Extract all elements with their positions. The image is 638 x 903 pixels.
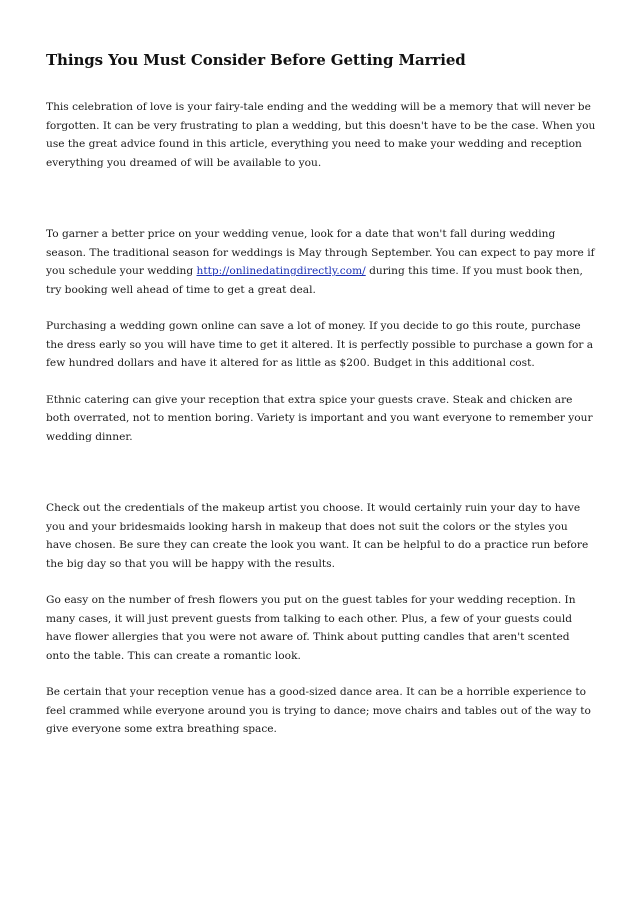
document-body <box>46 48 596 757</box>
paragraph-venue-text-after: during this time. If you must book then, try booking well ahead of time to get a great deal. <box>46 265 583 296</box>
blank-space <box>46 464 596 499</box>
paragraph-gown: Purchasing a wedding gown online can save a lot of money. If you decide to go this route, purchase the dress early so you will have time to get it altered. It is perfectly possible to purchase a gown for a few hundred dollars and have it altered for as little as $200. Budget in this additional cost. <box>46 320 594 369</box>
blank-space <box>46 190 596 225</box>
paragraph-venue <box>46 225 596 299</box>
paragraph-makeup: Check out the credentials of the makeup artist you choose. It would certainly ruin your day to have you and your bridesmaids looking harsh in makeup that does not suit the colors or the styles you have chosen. Be sure they can create the look you want. It can be helpful to do a practice run before the big day so that you will be happy with the results. <box>46 502 589 570</box>
paragraph-venue-text-before: To garner a better price on your wedding venue, look for a date that won't fall during wedding season. The traditional season for weddings is May through September. You can expect to pay more if you schedule your wedding <box>46 228 595 277</box>
page-title: Things You Must Consider Before Getting Married <box>46 51 466 69</box>
paragraph-intro: This celebration of love is your fairy-tale ending and the wedding will be a memory that will never be forgotten. It can be very frustrating to plan a wedding, but this doesn't have to be the case. When you use the great advice found in this article, everything you need to make your wedding and reception everything you dreamed of will be available to you. <box>46 101 596 169</box>
paragraph-flowers: Go easy on the number of fresh flowers you put on the guest tables for your wedding reception. In many cases, it will just prevent guests from talking to each other. Plus, a few of your guests could have flower allergies that you were not aware of. Think about putting candles that aren't scented onto the table. This can create a romantic look. <box>46 594 576 662</box>
paragraph-catering: Ethnic catering can give your reception that extra spice your guests crave. Steak and chicken are both overrated, not to mention boring. Variety is important and you want everyone to remember your wedding dinner. <box>46 393 593 443</box>
paragraph-dance-area: Be certain that your reception venue has a good-sized dance area. It can be a horrible experience to feel crammed while everyone around you is trying to dance; move chairs and tables out of the way to give everyone some extra breathing space. <box>46 686 591 735</box>
onlinedating-link[interactable]: http://onlinedatingdirectly.com/ <box>196 265 366 277</box>
